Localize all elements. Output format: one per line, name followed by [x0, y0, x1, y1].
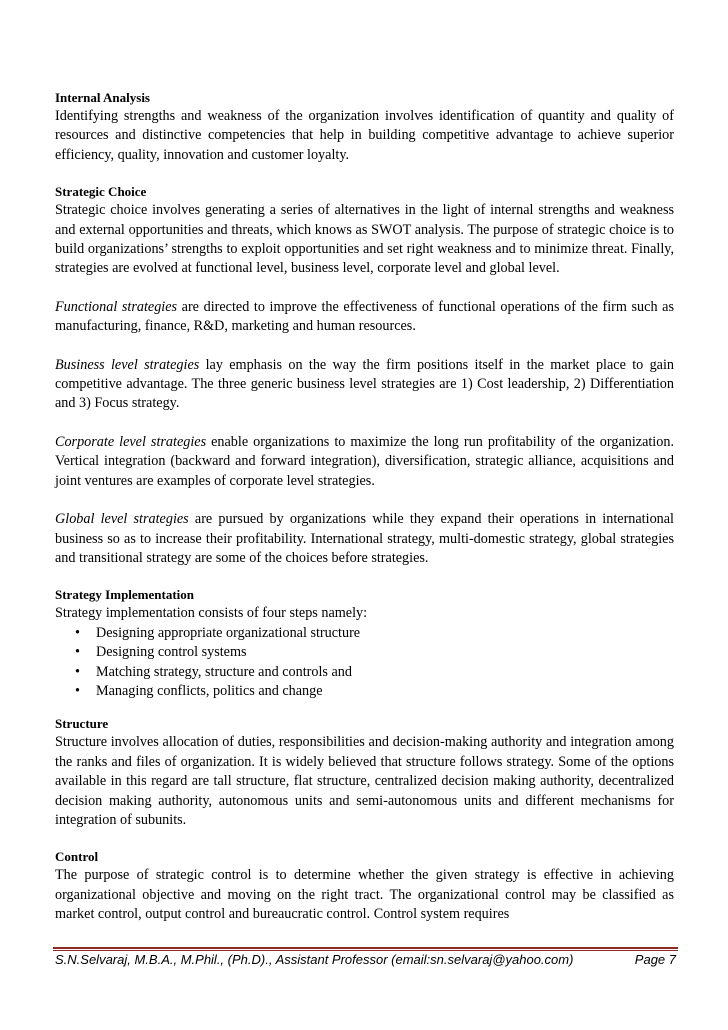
paragraph-strategic-choice: Strategic choice involves generating a series of alternatives in the light of internal strengths and weakness and external opportunities and threats, which knows as SWOT analysis. The purpose of strategic choice is to build organizations’ strengths to exploit opportunities and set right weakness and to minimize threat. Finally, strategies are evolved at functional level, business level, corporate level and global level.	[55, 202, 674, 277]
paragraph-global-strategies	[55, 510, 674, 568]
heading-strategic-choice: Strategic Choice	[55, 184, 147, 200]
section-internal-analysis	[55, 88, 674, 165]
heading-internal-analysis: Internal Analysis	[55, 90, 150, 105]
footer-rule-thin	[53, 950, 678, 951]
section-business-strategies	[55, 356, 674, 414]
paragraph-functional-strategies	[55, 298, 674, 337]
term-global-strategies: Global level strategies	[55, 511, 189, 528]
bullet-icon: •	[75, 682, 80, 699]
bullet-icon: •	[75, 663, 80, 680]
document-body	[55, 88, 674, 944]
paragraph-strategy-implementation: Strategy implementation consists of four steps namely:	[55, 605, 368, 622]
section-structure	[55, 714, 674, 830]
heading-structure: Structure	[55, 716, 109, 732]
term-corporate-strategies: Corporate level strategies	[55, 433, 207, 450]
text-global-strategies: are pursued by organizations while they expand their operations in international business so as to increase their profitability. International strategy, multi-domestic strategy, global strategies and transitional strategy are some of the choices before strategies.	[55, 511, 674, 566]
bullet-icon: •	[75, 624, 80, 641]
paragraph-corporate-strategies	[55, 433, 674, 491]
list-item: • Matching strategy, structure and controls and	[72, 663, 674, 682]
page-footer	[55, 952, 676, 968]
text-functional-strategies: are directed to improve the effectiveness of functional operations of the firm such as manufacturing, finance, R&D, marketing and human resources.	[55, 298, 674, 335]
implementation-steps-list	[55, 624, 674, 702]
term-business-strategies: Business level strategies	[55, 356, 200, 373]
footer-page-number: Page 7	[634, 952, 676, 967]
heading-control: Control	[55, 849, 99, 865]
paragraph-control: The purpose of strategic control is to determine whether the given strategy is effective in achieving organizational objective and moving on the right tract. The organizational control may be classified as market control, output control and bureaucratic control. Control system requires	[55, 867, 674, 923]
section-global-strategies	[55, 510, 674, 568]
paragraph-structure: Structure involves allocation of duties, responsibilities and decision-making authority and integration among the ranks and files of organization. It is widely believed that structure follows strategy. Some of the options available in this regard are tall structure, flat structure, centralized decision making authority, decentralized decision making authority, autonomous units and semi-autonomous units and different mechanisms for integration of subunits.	[55, 734, 674, 828]
text-business-strategies: lay emphasis on the way the firm positions itself in the market place to gain competitive advantage. The three generic business level strategies are 1) Cost leadership, 2) Differentiation and 3) Focus strategy.	[55, 356, 674, 412]
footer-rule-thick	[53, 947, 678, 949]
section-strategic-choice	[55, 182, 674, 279]
paragraph-internal-analysis: Identifying strengths and weakness of the organization involves identification of quantity and quality of resources and distinctive competencies that help in building competitive advantage to achieve superior efficiency, quality, innovation and customer loyalty.	[55, 108, 674, 163]
section-strategy-implementation	[55, 585, 674, 701]
section-functional-strategies	[55, 298, 674, 337]
paragraph-business-strategies	[55, 356, 674, 414]
list-item: • Designing appropriate organizational structure	[72, 624, 674, 643]
section-corporate-strategies	[55, 433, 674, 491]
footer-author: S.N.Selvaraj, M.B.A., M.Phil., (Ph.D)., Assistant Professor (email:sn.selvaraj@yahoo.com)	[55, 952, 574, 967]
list-item: • Managing conflicts, politics and change	[72, 682, 674, 701]
list-item: • Designing control systems	[72, 643, 674, 662]
heading-strategy-implementation: Strategy Implementation	[55, 587, 195, 603]
bullet-icon: •	[75, 644, 80, 661]
term-functional-strategies: Functional strategies	[55, 298, 178, 315]
text-corporate-strategies: enable organizations to maximize the long run profitability of the organization. Vertical integration (backward and forward integration), diversification, strategic alliance, acquisitions and joint ventures are examples of corporate level strategies.	[55, 433, 674, 489]
section-control	[55, 847, 674, 924]
